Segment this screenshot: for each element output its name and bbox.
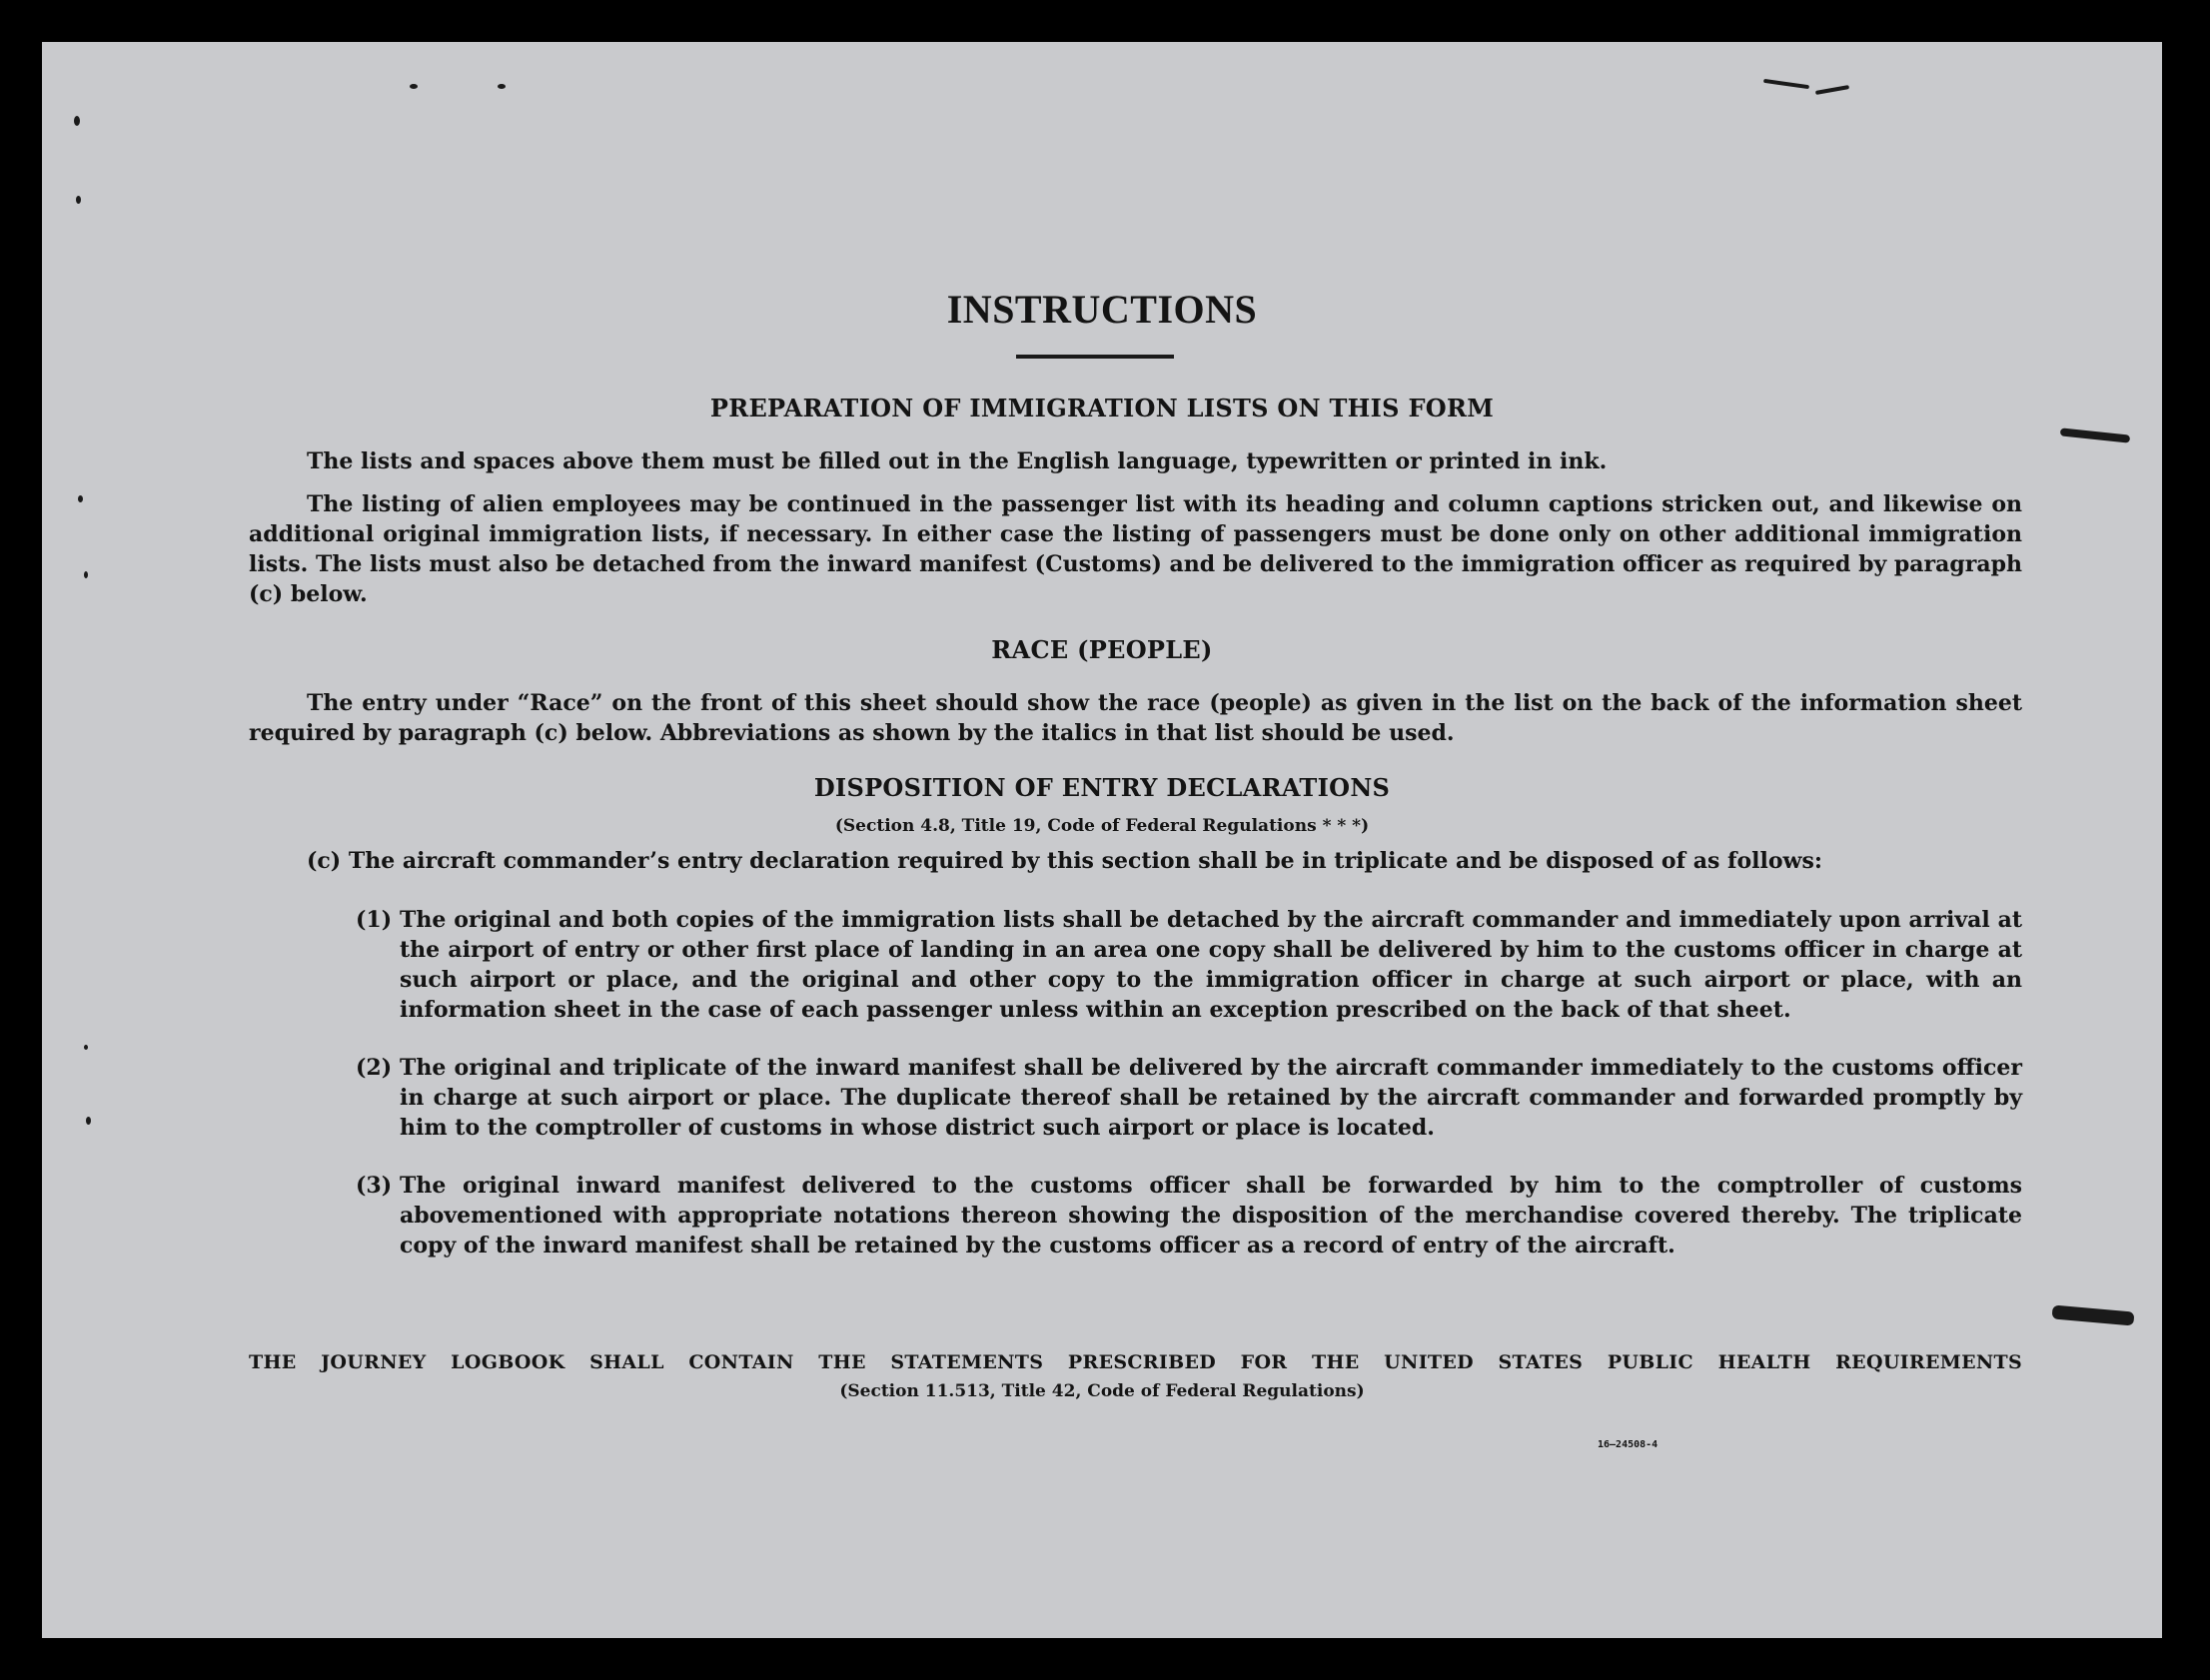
item-text: The original and triplicate of the inward manifest shall be delivered by the aircraft commander immediately to the customs officer in charge at such airport or place. The duplicate thereof shall be retained by the aircraft commander and forwarded promptly by him to the comptroller of customs in whose district such airport or place is located.	[400, 1055, 2022, 1141]
document-page	[42, 42, 2162, 1638]
scan-speck	[84, 1045, 88, 1050]
intro-label: (c)	[307, 848, 342, 874]
preparation-paragraph-2: The listing of alien employees may be continued in the passenger list with its heading and column captions stricken out, and likewise on additional original immigration lists, if necessary. In either case the listing of passengers must be done only on other additional immigration lists. The lists must also be detached from the inward manifest (Customs) and be delivered to the immigration officer as required by paragraph (c) below.	[249, 491, 2022, 607]
ink-smudge	[1815, 85, 1849, 95]
race-paragraph: The entry under “Race” on the front of this sheet should show the race (people) as given in the list on the back of the information sheet required by paragraph (c) below. Abbreviations as shown by the italics in that list should be used.	[249, 690, 2022, 746]
form-number: 16—24508-4	[1598, 1439, 1658, 1450]
intro-text: The aircraft commander’s entry declaration required by this section shall be in triplicate and be disposed of as follows:	[348, 848, 1822, 874]
scan-speck	[410, 84, 418, 89]
disposition-item-3	[356, 1171, 2022, 1260]
health-requirements-citation: (Section 11.513, Title 42, Code of Federal Regulations)	[839, 1381, 1365, 1401]
health-requirements-notice: THE JOURNEY LOGBOOK SHALL CONTAIN THE STATEMENTS PRESCRIBED FOR THE UNITED STATES PUBLIC HEALTH REQUIREMENTS	[249, 1351, 2022, 1373]
scan-speck	[78, 495, 83, 502]
item-text: The original and both copies of the immigration lists shall be detached by the aircraft commander and immediately upon arrival at the airport of entry or other first place of landing in an area one copy shall be delivered by him to the customs officer in charge at such airport or place, and the original and other copy to the immigration officer in charge at such airport or place, with an information sheet in the case of each passenger unless within an exception prescribed on the back of that sheet.	[400, 907, 2022, 1023]
instructions-page	[42, 42, 2162, 1638]
item-number: (1)	[356, 907, 393, 933]
scan-speck	[86, 1117, 91, 1125]
ink-smudge	[2052, 1304, 2135, 1325]
ink-smudge	[2060, 427, 2130, 442]
item-number: (3)	[356, 1173, 393, 1199]
disposition-intro	[307, 846, 2022, 876]
disposition-citation: (Section 4.8, Title 19, Code of Federal Regulations * * *)	[834, 816, 1370, 836]
scan-speck	[76, 196, 81, 204]
preparation-heading: PREPARATION OF IMMIGRATION LISTS ON THIS FORM	[709, 394, 1495, 422]
race-heading: RACE (PEOPLE)	[991, 635, 1213, 664]
item-text: The original inward manifest delivered to the customs officer shall be forwarded by him to the comptroller of customs abovementioned with appropriate notations thereon showing the disposition of the merchandise covered thereby. The triplicate copy of the inward manifest shall be retained by the customs officer as a record of entry of the aircraft.	[400, 1173, 2022, 1259]
title-underline	[1016, 355, 1174, 359]
disposition-item-2	[356, 1053, 2022, 1143]
item-number: (2)	[356, 1055, 393, 1081]
ink-smudge	[1763, 79, 1809, 89]
page-title: INSTRUCTIONS	[946, 287, 1258, 332]
disposition-item-1	[356, 905, 2022, 1025]
scan-speck	[84, 571, 88, 578]
scan-speck	[498, 84, 506, 89]
scan-speck	[74, 116, 80, 126]
preparation-paragraph-1: The lists and spaces above them must be filled out in the English language, typewritten or printed in ink.	[307, 448, 1608, 474]
disposition-heading: DISPOSITION OF ENTRY DECLARATIONS	[813, 773, 1391, 802]
